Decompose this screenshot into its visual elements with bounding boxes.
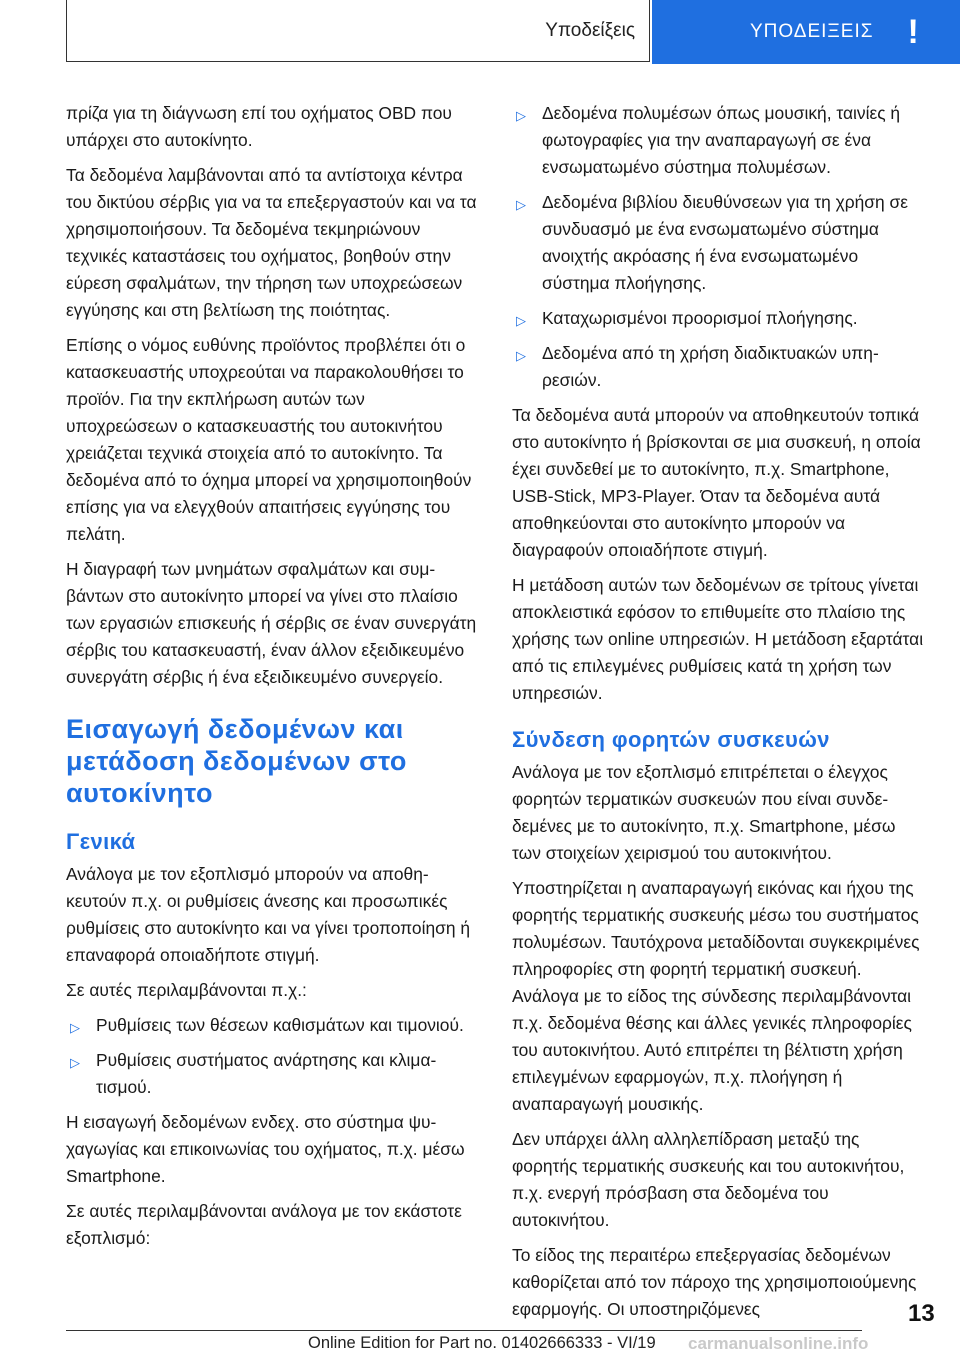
list-item: ▷ Καταχωρισμένοι προορισμοί πλοήγησης. (512, 305, 924, 332)
list-item: ▷ Ρυθμίσεις συστήματος ανάρτησης και κλιματισμού. (70, 1050, 437, 1097)
section-title: Υποδείξεις (545, 19, 635, 41)
section-tab (66, 0, 650, 62)
triangle-bullet-icon: ▷ (516, 348, 526, 363)
list-item: ▷ Δεδομένα από τη χρήση διαδικτυακών υπηρεσιών. (516, 343, 879, 390)
left-column (66, 100, 478, 1260)
triangle-bullet-icon: ▷ (70, 1020, 80, 1035)
triangle-bullet-icon: ▷ (70, 1055, 80, 1070)
paragraph: Τα δεδομένα αυτά μπορούν να αποθηκευτούν τοπικά στο αυτοκίνητο ή βρίσκονται σε μια συσκευή, η οποία έχει συνδεθεί με το αυτοκίνητο, π.χ. Smartphone, USB-Stick, MP3-Player. Όταν τα δεδομένα αυτά αποθηκεύονται στο αυτοκίνητο μπορούν να διαγραφούν οποιαδήποτε στιγμή. (512, 405, 921, 560)
page-number: 13 (908, 1300, 935, 1327)
list-item: ▷ Δεδομένα βιβλίου διευθύνσεων για τη χρήση σε συνδυασμό με ένα ενσωματωμένο σύστημα ανοιχτής ακρόασης ή ένα ενσωματωμένο σύστημα πλοήγησης. (516, 192, 909, 293)
paragraph: Δεν υπάρχει άλλη αλληλεπίδραση μεταξύ της φορητής τερματικής συσκευής και του αυτοκινήτου, π.χ. ενεργή πρόσβαση στα δεδομένα του αυτοκινήτου. (512, 1129, 905, 1230)
footer-divider (66, 1330, 862, 1331)
chapter-title: ΥΠΟΔΕΙΞΕΙΣ (750, 21, 874, 42)
exclamation-icon: ! (907, 13, 919, 51)
triangle-bullet-icon: ▷ (516, 197, 526, 212)
paragraph: Σε αυτές περιλαμβάνονται π.χ.: (66, 980, 307, 1000)
paragraph: Υποστηρίζεται η αναπαραγωγή εικόνας και ήχου της φορητής τερματικής συσκευής μέσω του συστήματος πολυμέσων. Ταυτόχρονα μεταδίδονται συγκεκριμένες πληροφορίες στη φορητή τερματική συσκευή. Ανάλογα με το είδος της σύνδεσης περιλαμβάνονται π.χ. δεδομένα θέσης και άλλες γενικές πληροφορίες του αυτοκινήτου. Αυτό επιτρέπει τη βέλτιστη χρήση επιλεγμένων εφαρμογών, π.χ. πλοήγηση ή αναπαραγωγή μουσικής. (512, 878, 920, 1114)
list-item: ▷ Ρυθμίσεις των θέσεων καθισμάτων και τιμονιού. (66, 1012, 478, 1039)
paragraph: Ανάλογα με τον εξοπλισμό μπορούν να αποθηκευτούν π.χ. οι ρυθμίσεις άνεσης και προσωπικές ρυθμίσεις στο αυτοκίνητο και να γίνει τροποποίηση ή επαναφορά οποιαδήποτε στιγμή. (66, 864, 471, 965)
subsection-heading: Σύνδεση φορητών συσκευών (512, 727, 830, 752)
paragraph: Η μετάδοση αυτών των δεδομένων σε τρίτους γίνεται αποκλειστικά εφόσον το επιθυμείτε στο πλαίσιο της χρήσης των online υπηρεσιών. Η μετάδοση εξαρτάται από τις επιλεγμένες ρυθμίσεις κατά τη χρήση των υπηρεσιών. (512, 575, 924, 703)
paragraph: Η εισαγωγή δεδομένων ενδεχ. στο σύστημα ψυχαγωγίας και επικοινωνίας του οχήματος, π.χ. μέσω Smartphone. (66, 1112, 465, 1186)
right-column (512, 100, 924, 1331)
paragraph: Επίσης ο νόμος ευθύνης προϊόντος προβλέπει ότι ο κατασκευαστής υποχρεούται να παρακολουθήσει το προϊόν. Για την εκπλήρωση αυτών των υποχρεώσεων ο κατασκευαστής του αυτοκινήτου χρειάζεται τεχνικά στοιχεία από το αυτοκίνητο. Τα δεδομένα από το όχημα μπορεί να χρησιμοποιηθούν επίσης για να ελεγχθούν απαιτήσεις εγγύησης του πελάτη. (66, 335, 472, 544)
paragraph: Τα δεδομένα λαμβάνονται από τα αντίστοιχα κέντρα του δικτύου σέρβις για να τα επεξεργαστούν και να τα χρησιμοποιήσουν. Τα δεδομένα τεκμηριώνουν τεχνικές καταστάσεις του οχήματος, βοηθούν στην εύρεση σφαλμάτων, την τήρηση των υποχρεώσεων εγγύησης και στη βελτίωση της ποιότητας. (66, 165, 477, 320)
triangle-bullet-icon: ▷ (516, 108, 526, 123)
page-header (0, 0, 960, 64)
footer-text: Online Edition for Part no. 01402666333 - VI/19 (308, 1334, 656, 1352)
section-heading: Εισαγωγή δεδομένων και μετάδοση δεδομένων στο αυτοκίνητο (66, 714, 407, 808)
paragraph: Ανάλογα με τον εξοπλισμό επιτρέπεται ο έλεγχος φορητών τερματικών συσκευών που είναι συνδεδεμένες με το αυτοκίνητο, π.χ. Smartphone, μέσω των στοιχείων χειρισμού του αυτοκινήτου. (512, 762, 896, 863)
watermark-text: carmanualsonline.info (688, 1334, 869, 1353)
list-item: ▷ Δεδομένα πολυμέσων όπως μουσική, ταινίες ή φωτογραφίες για την αναπαραγωγή σε ένα ενσωματωμένο σύστημα πολυμέσων. (516, 103, 901, 177)
paragraph: Το είδος της περαιτέρω επεξεργασίας δεδομένων καθορίζεται από τον πάροχο της χρησιμοποιούμενης εφαρμογής. Οι υποστηριζόμενες (512, 1245, 917, 1319)
chapter-tab (652, 0, 960, 64)
subsection-heading: Γενικά (66, 829, 136, 854)
paragraph: πρίζα για τη διάγνωση επί του οχήματος OBD που υπάρχει στο αυτοκίνητο. (66, 103, 452, 150)
triangle-bullet-icon: ▷ (516, 313, 526, 328)
paragraph: Η διαγραφή των μνημάτων σφαλμάτων και συμβάντων στο αυτοκίνητο μπορεί να γίνει στο πλαίσιο των εργασιών επισκευής ή σέρβις σε έναν συνεργάτη σέρβις του κατασκευαστή, έναν άλλον εξειδικευμένο συνεργάτη σέρβις ή ένα εξειδικευμένο συνεργείο. (66, 559, 477, 687)
paragraph: Σε αυτές περιλαμβάνονται ανάλογα με τον εκάστοτε εξοπλισμό: (66, 1201, 462, 1248)
